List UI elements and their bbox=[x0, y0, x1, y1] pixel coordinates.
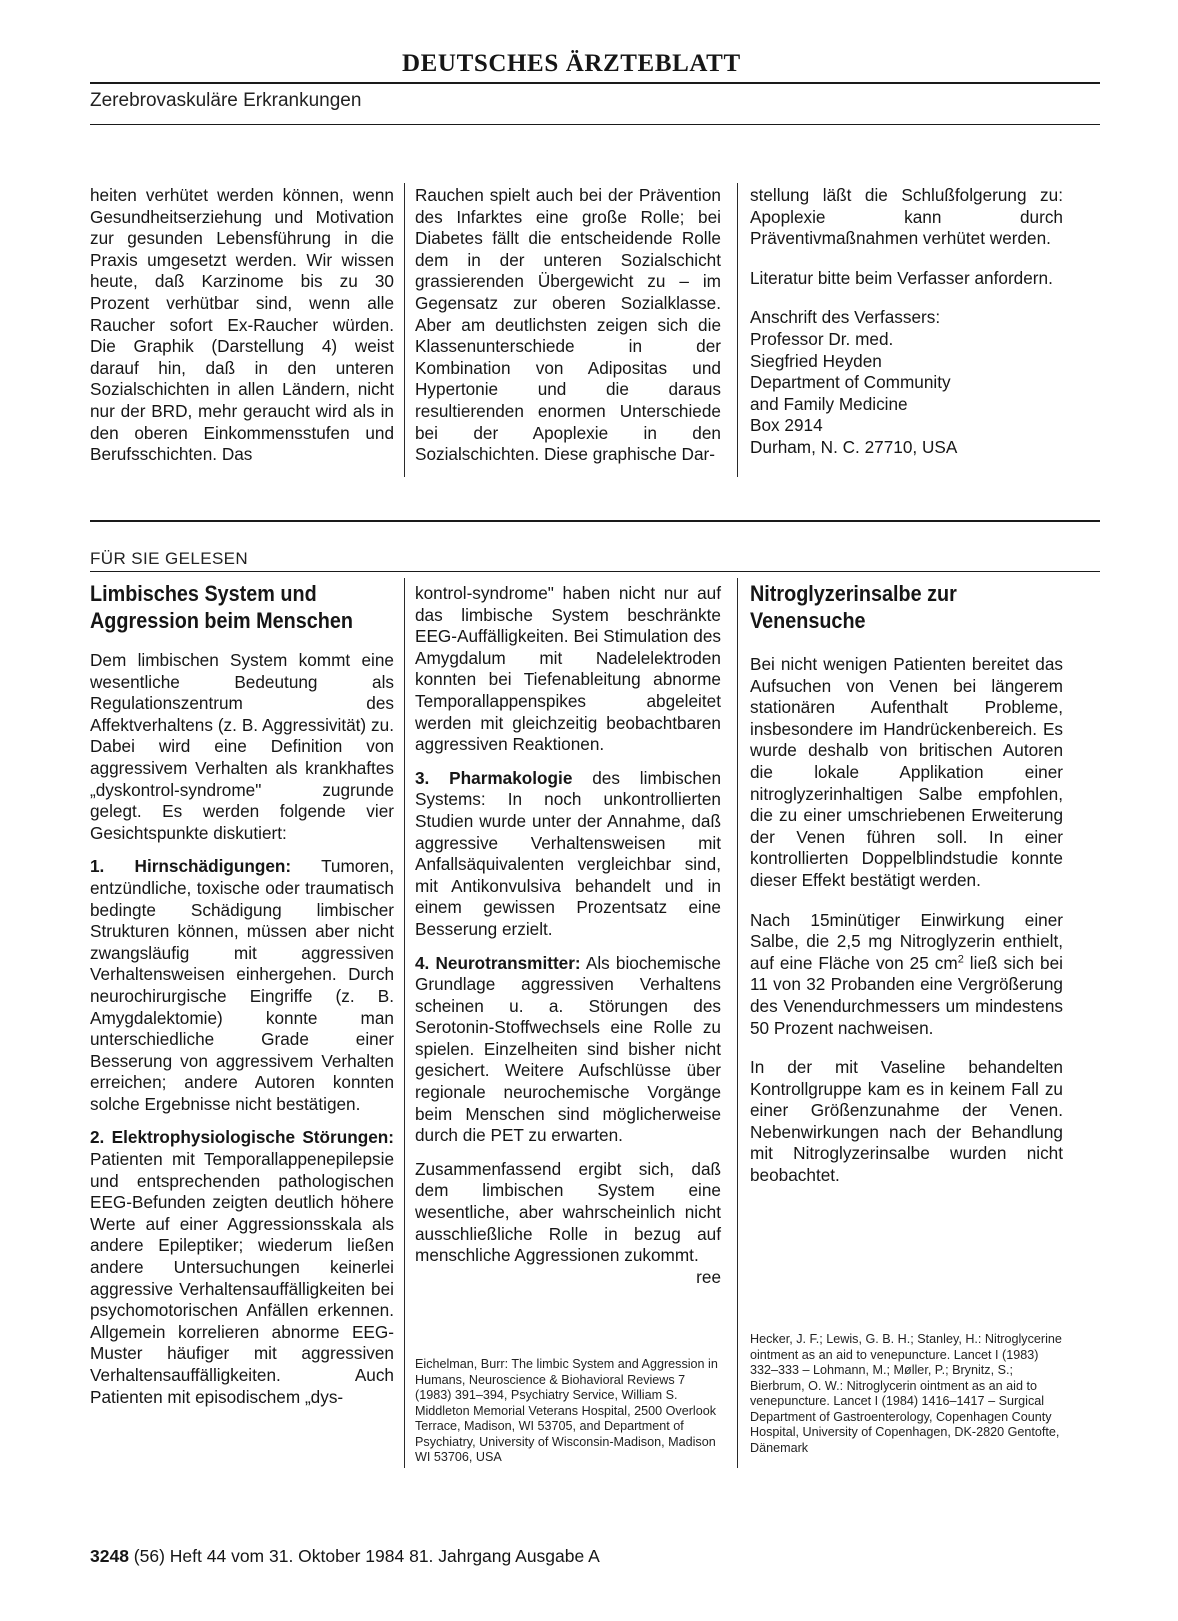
section-header bbox=[90, 88, 1100, 125]
page-footer bbox=[90, 1546, 600, 1567]
article-headline: Limbisches System und Aggression beim Menschen bbox=[90, 581, 353, 633]
column-divider bbox=[404, 183, 405, 477]
paragraph: stellung läßt die Schlußfolgerung zu: Apoplexie kann durch Präventivmaßnahmen verhütet werden. bbox=[750, 185, 1063, 249]
paragraph-text: Zusammenfassend ergibt sich, daß dem limbischen System eine wesentliche, aber wahrscheinlich nicht ausschließliche Rolle in bezug auf menschliche Aggressionen zukommt. bbox=[415, 1158, 721, 1266]
rubric-title: FÜR SIE GELESEN bbox=[90, 549, 249, 568]
paragraph-text: des limbischen Systems: In noch unkontrollierten Studien wurde unter der Annahme, daß aggressive Verhaltensweisen mit Anfallsäquivalenten vergleichbar sind, mit Antikonvulsiva behandelt und in einem gewissen Prozentsatz eine Besserung erzielt. bbox=[415, 767, 721, 939]
paragraph: Dem limbischen System kommt eine wesentliche Bedeutung als Regulationszentrum des Affektverhaltens (z. B. Aggressivität) zu. Dabei wird eine Definition von aggressivem Verhalten als krankhaftes „dyskontrol-syndrome" zugrunde gelegt. Es werden folgende vier Gesichtspunkte diskutiert: bbox=[90, 650, 394, 843]
paragraph: In der mit Vaseline behandelten Kontrollgruppe kam es in keinem Fall zu einer Größenzunahme der Venen. Nebenwirkungen nach der Behandlung mit Nitroglyzerinsalbe wurden nicht beobachtet. bbox=[750, 1057, 1063, 1186]
article-limbic-column-2 bbox=[415, 583, 721, 1288]
issue-info: (56) Heft 44 vom 31. Oktober 1984 81. Jahrgang Ausgabe A bbox=[128, 1546, 600, 1566]
paragraph-lead: 4. Neurotransmitter: bbox=[415, 952, 581, 973]
author-signature: ree bbox=[696, 1266, 721, 1287]
address-line: Department of Community bbox=[750, 372, 951, 393]
address-line: Siegfried Heyden bbox=[750, 350, 882, 371]
paragraph: heiten verhütet werden können, wenn Gesundheitserziehung und Motivation zur gesunden Lebensführung in die Praxis umgesetzt werden. Wir wissen heute, daß Karzinome bis zu 30 Prozent verhütbar sind, wenn alle Raucher sofort Ex-Raucher würden. Die Graphik (Darstellung 4) weist darauf hin, daß in den unteren Sozialschichten in allen Ländern, nicht nur der BRD, mehr geraucht wird als in den oberen Einkommensstufen und Berufsschichten. Das bbox=[90, 185, 394, 465]
paragraph bbox=[415, 953, 721, 1147]
journal-title: DEUTSCHES ÄRZTEBLATT bbox=[402, 50, 741, 77]
paragraph-text: Nach 15minütiger Einwirkung einer Salbe, die 2,5 mg Nitroglyzerin enthielt, auf eine Fläche von 25 cm bbox=[750, 909, 1063, 973]
address-line: Box 2914 bbox=[750, 415, 823, 436]
paragraph bbox=[750, 910, 1063, 1040]
column-divider bbox=[737, 183, 738, 477]
masthead bbox=[90, 46, 1100, 84]
paragraph-text: Als biochemische Grundlage aggressiven Verhaltens scheinen u. a. Störungen des Serotonin-Stoffwechsels eine Rolle zu spielen. Einzelheiten sind bisher nicht gesichert. Weitere Aufschlüsse über regionale neurochemische Vorgänge beim Menschen sind möglicherweise durch die PET zu erwarten. bbox=[415, 952, 721, 1146]
page-number: 3248 bbox=[90, 1546, 129, 1566]
paragraph-lead: 1. Hirnschädigungen: bbox=[90, 856, 292, 877]
paragraph-text: Tumoren, entzündliche, toxische oder traumatisch bedingte Schädigung limbischer Strukturen können, müssen aber nicht zwangsläufig mit aggressiven Verhaltensweisen einhergehen. Durch neurochirurgische Eingriffe (z. B. Amygdalektomie) konnte man unterschiedliche Grade einer Besserung von aggressivem Verhalten erreichen; andere Autoren konnten solche Ergebnisse nicht bestätigen. bbox=[90, 856, 394, 1114]
paragraph-text: ließ sich bei 11 von 32 Probanden eine Vergrößerung des Venendurchmessers um mindestens 50 Prozent nachweisen. bbox=[750, 952, 1063, 1038]
top-article-column-3 bbox=[750, 185, 1063, 459]
article-limbic-column-1 bbox=[90, 580, 394, 1420]
article-limbic-reference: Eichelman, Burr: The limbic System and Aggression in Humans, Neuroscience & Biohavioral Reviews 7 (1983) 391–394, Psychiatry Service, William S. Middleton Memorial Veterans Hospital, 2500 Overlook Terrace, Madison, WI 53705, and Department of Psychiatry, University of Wisconsin-Madison, Madison WI 53706, USA bbox=[415, 1357, 718, 1464]
paragraph-lead: 2. Elektrophysiologische Störungen: bbox=[90, 1127, 394, 1148]
section-divider bbox=[90, 520, 1100, 522]
author-address bbox=[750, 307, 1063, 458]
paragraph-lead: 3. Pharmakologie bbox=[415, 767, 573, 788]
paragraph-text: Patienten mit Temporallappenepilepsie und entsprechenden pathologischen EEG-Befunden zeigten deutlich höhere Werte auf einer Aggressionsskala als andere Epileptiker; wiederum ließen andere Untersuchungen keinerlei aggressive Verhaltensauffälligkeiten bei psychomotorischen Anfällen erkennen. Allgemein korrelieren abnorme EEG-Muster häufiger mit aggressiven Verhaltensauffälligkeiten. Auch Patienten mit episodischem „dys- bbox=[90, 1149, 394, 1407]
superscript: 2 bbox=[957, 952, 964, 965]
column-divider bbox=[737, 578, 738, 1468]
article-headline: Nitroglyzerinsalbe zur Venensuche bbox=[750, 581, 957, 633]
address-line: Professor Dr. med. bbox=[750, 328, 894, 349]
paragraph bbox=[90, 1127, 394, 1408]
paragraph bbox=[415, 768, 721, 941]
address-line: and Family Medicine bbox=[750, 393, 908, 414]
top-article-column-2 bbox=[415, 185, 721, 484]
section-title: Zerebrovaskuläre Erkrankungen bbox=[90, 90, 362, 111]
paragraph: Rauchen spielt auch bei der Prävention des Infarktes eine große Rolle; bei Diabetes fällt die entscheidende Rolle dem in der unteren Sozialschicht grassierenden Übergewicht zu – im Gegensatz zur oberen Sozialklasse. Aber am deutlichsten zeigen sich die Klassenunterschiede in der Kombination von Adipositas und Hypertonie und die daraus resultierenden enormen Unterschiede bei der Apoplexie in den Sozialschichten. Diese graphische Dar- bbox=[415, 185, 721, 465]
top-article-column-1 bbox=[90, 185, 394, 484]
rubric-underline bbox=[90, 571, 1100, 572]
column-divider bbox=[404, 578, 405, 1468]
article-nitro-reference: Hecker, J. F.; Lewis, G. B. H.; Stanley, H.: Nitroglycerine ointment as an aid to venepuncture. Lancet I (1983) 332–333 – Lohmann, M.; Møller, P.; Brynitz, S.; Bierbrum, O. W.: Nitroglycerin ointment as an aid to venepuncture. Lancet I (1984) 1416–1417 – Surgical Department of Gastroenterology, Copenhagen County Hospital, University of Copenhagen, DK-2820 Gentofte, Dänemark bbox=[750, 1332, 1062, 1455]
article-nitro-column bbox=[750, 580, 1063, 1199]
paragraph: Literatur bitte beim Verfasser anfordern. bbox=[750, 267, 1053, 288]
paragraph bbox=[415, 1158, 721, 1287]
paragraph bbox=[90, 856, 394, 1115]
paragraph: kontrol-syndrome" haben nicht nur auf das limbische System beschränkte EEG-Auffälligkeiten. Bei Stimulation des Amygdalum mit Nadelelektroden konnten bei Tiefenableitung abnorme Temporallappenspikes abgeleitet werden mit gleichzeitig beobachtbaren aggressiven Reaktionen. bbox=[415, 583, 721, 755]
paragraph: Bei nicht wenigen Patienten bereitet das Aufsuchen von Venen bei längerem stationären Aufenthalt Probleme, insbesondere im Handrückenbereich. Es wurde deshalb von britischen Autoren die lokale Applikation einer nitroglyzerinhaltigen Salbe empfohlen, die zu einer umschriebenen Erweiterung der Venen führen soll. In einer kontrollierten Doppelblindstudie konnte dieser Effekt bestätigt werden. bbox=[750, 654, 1063, 890]
address-line: Anschrift des Verfassers: bbox=[750, 307, 941, 328]
address-line: Durham, N. C. 27710, USA bbox=[750, 436, 958, 457]
